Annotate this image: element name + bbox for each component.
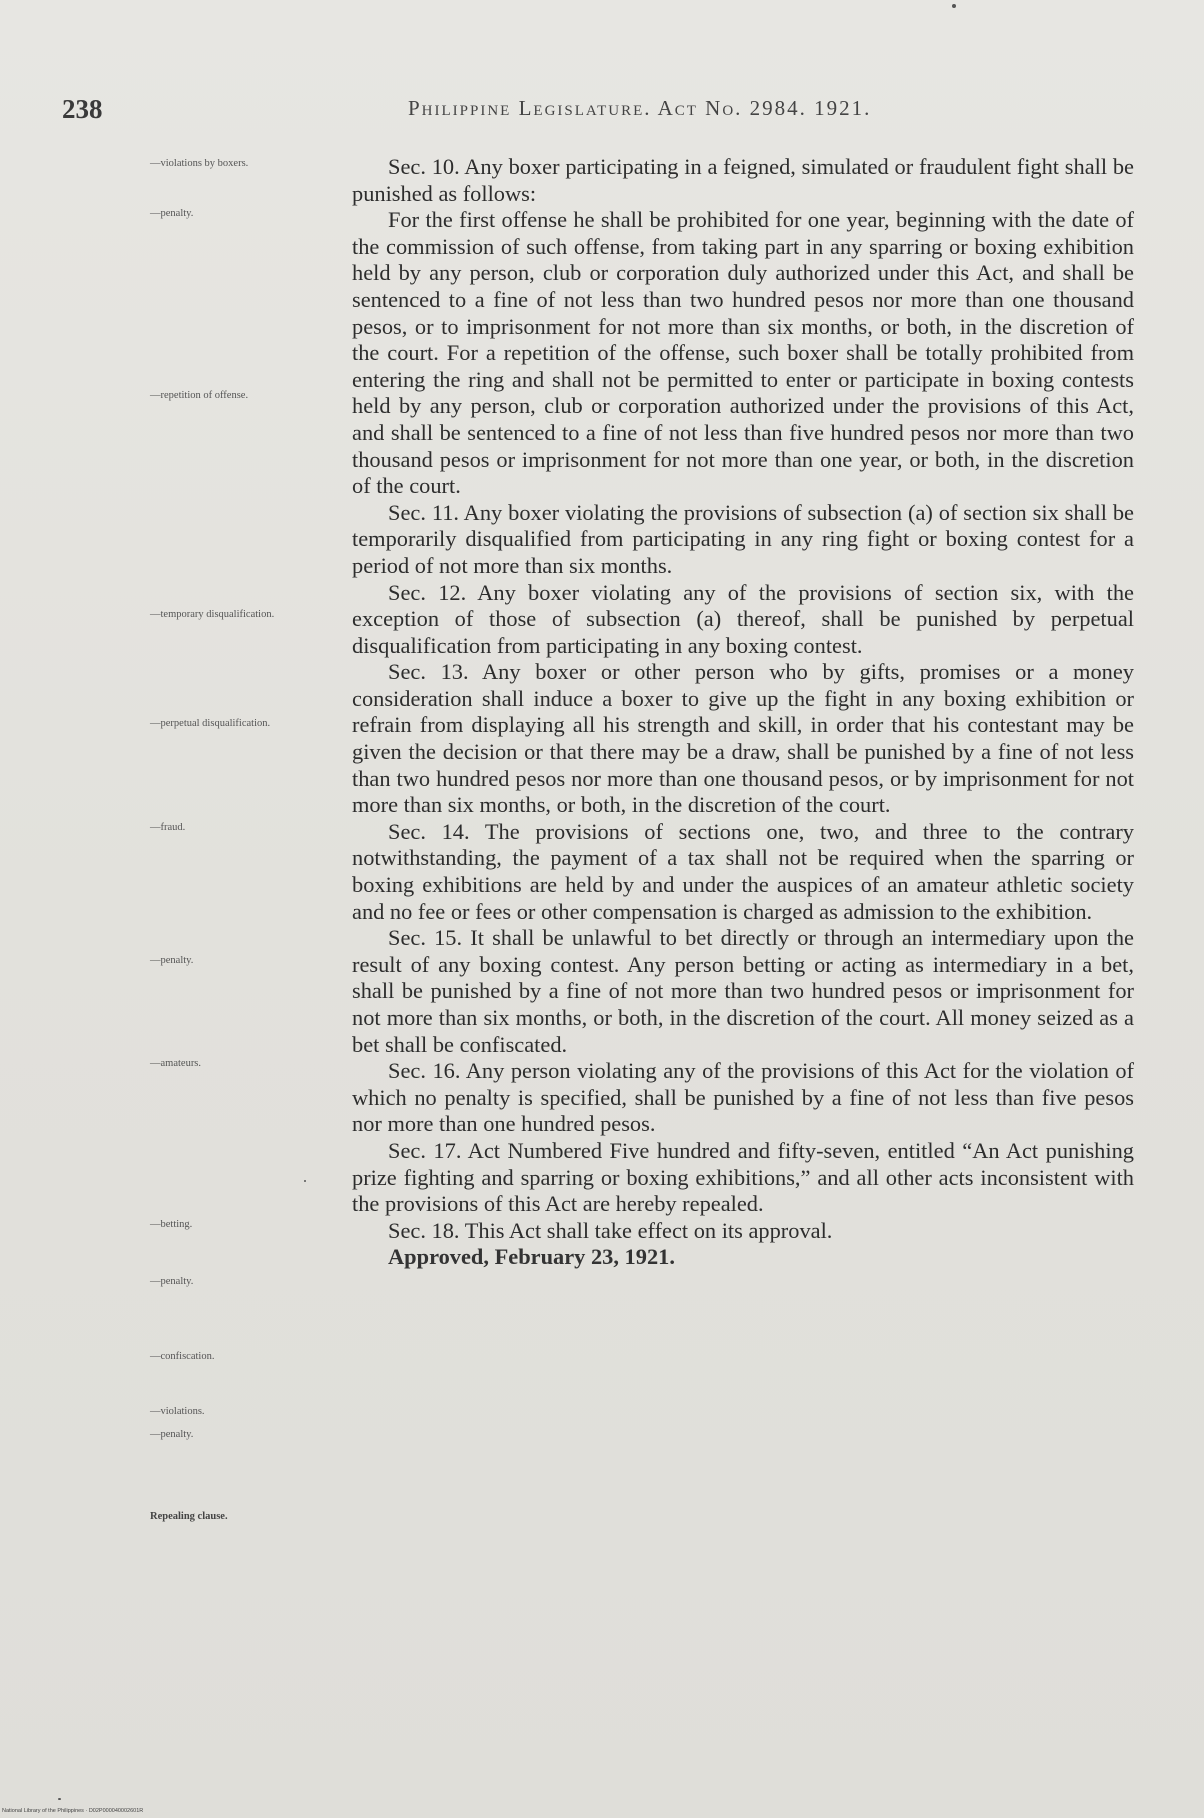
page-number: 238 — [62, 94, 103, 124]
section-18-paragraph: Sec. 18. This Act shall take effect on its approval. — [388, 1217, 833, 1243]
margin-note-penalty: —penalty. — [150, 208, 194, 219]
margin-note-fraud: —fraud. — [150, 822, 186, 833]
margin-note-repealing-clause: Repealing clause. — [150, 1511, 228, 1522]
margin-note-violations-by-boxers: —violations by boxers. — [150, 158, 249, 169]
section-11-paragraph: Sec. 11. Any boxer violating the provisions of subsection (a) of section six shall be temporarily disqualified from participating in any ring fight or boxing contest for a period of not more than six months. — [352, 499, 1134, 578]
section-17-paragraph: Sec. 17. Act Numbered Five hundred and fifty-seven, entitled “An Act punishing prize fighting and sparring or boxing exhibitions,” and all other acts inconsistent with the provisions of this Act are hereby repealed. — [352, 1137, 1134, 1217]
margin-note-perpetual-disqualification: —perpetual disqualification. — [150, 718, 271, 729]
margin-note-betting: —betting. — [150, 1219, 193, 1230]
margin-note-penalty: —penalty. — [150, 1429, 194, 1440]
margin-note-temporary-disqualification: —temporary disqualification. — [150, 609, 275, 620]
running-head: Philippine Legislature. Act No. 2984. 1921. — [408, 96, 872, 120]
section-12-paragraph: Sec. 12. Any boxer violating any of the provisions of section six, with the exception of those of subsection (a) thereof, shall be punished by perpetual disqualification from participating in any boxing contest. — [352, 579, 1134, 658]
section-14-paragraph: Sec. 14. The provisions of sections one, two, and three to the contrary notwithstanding, the payment of a tax shall not be required when the sparring or boxing exhibitions are held by and under the auspices of an amateur athletic society and no fee or fees or other compensation is charged as admission to the exhibition. — [352, 818, 1134, 924]
act-body-text — [352, 154, 1134, 1271]
margin-note-penalty: —penalty. — [150, 955, 194, 966]
section-16-paragraph: Sec. 16. Any person violating any of the provisions of this Act for the violation of which no penalty is specified, shall be punished by a fine of not less than five pesos nor more than one hundred pesos. — [352, 1058, 1134, 1137]
approval-date: Approved, February 23, 1921. — [388, 1244, 675, 1270]
section-10-paragraph: Sec. 10. Any boxer participating in a feigned, simulated or fraudulent fight shall be punished as follows: — [352, 154, 1134, 206]
source-footer: National Library of the Philippines · D02P000040002601R — [2, 1808, 144, 1814]
margin-note-violations: —violations. — [150, 1406, 205, 1417]
section-10-penalty-paragraph: For the first offense he shall be prohibited for one year, beginning with the date of the commission of such offense, from taking part in any sparring or boxing exhibition held by any person, club or corporation duly authorized under this Act, and shall be sentenced to a fine of not less than two hundred pesos nor more than one thousand pesos, or to imprisonment for not more than six months, or both, in the discretion of the court. For a repetition of the offense, such boxer shall be totally prohibited from entering the ring and shall not be permitted to enter or participate in boxing contests held by any person, club or corporation authorized under the provisions of this Act, and shall be sentenced to a fine of not less than five hundred pesos nor more than two thousand pesos or imprisonment for not more than one year, or both, in the discretion of the court. — [352, 207, 1134, 499]
margin-note-penalty: —penalty. — [150, 1276, 194, 1287]
margin-note-repetition-of-offense: —repetition of offense. — [150, 390, 249, 401]
section-15-paragraph: Sec. 15. It shall be unlawful to bet directly or through an intermediary upon the result of any boxing contest. Any person betting or acting as intermediary in a bet, shall be punished by a fine of not more than two hundred pesos or imprisonment for not more than six months, or both, in the discretion of the court. All money seized as a bet shall be confiscated. — [352, 925, 1134, 1057]
section-13-paragraph: Sec. 13. Any boxer or other person who by gifts, promises or a money consideration shall induce a boxer to give up the fight in any boxing exhibition or refrain from displaying all his strength and skill, in order that his contestant may be given the decision or that there may be a draw, shall be punished by a fine of not less than two hundred pesos nor more than one thousand pesos, or by imprisonment for not more than six months, or both, in the discretion of the court. — [352, 659, 1134, 818]
margin-note-confiscation: —confiscation. — [150, 1351, 215, 1362]
margin-note-amateurs: —amateurs. — [150, 1058, 202, 1069]
